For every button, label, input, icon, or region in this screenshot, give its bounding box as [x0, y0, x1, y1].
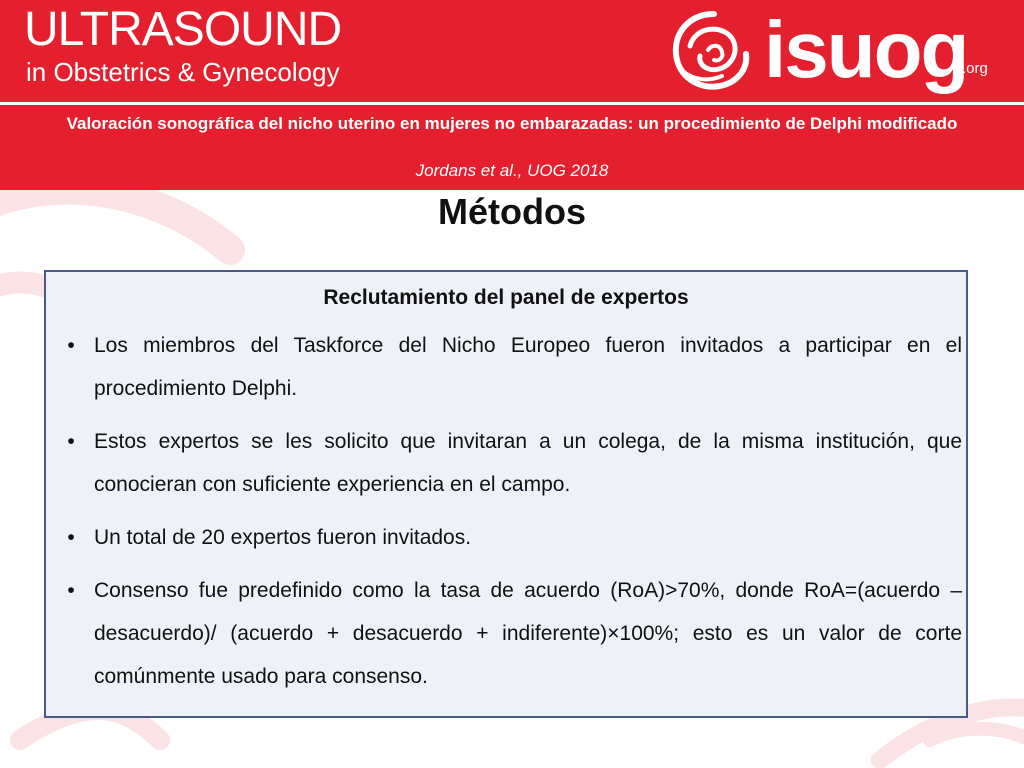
- article-title: Valoración sonográfica del nicho uterino en mujeres no embarazadas: un procedimiento de Delphi modificado: [66, 114, 958, 133]
- citation-band: [0, 105, 1024, 190]
- bullet-text: Un total de 20 expertos fueron invitados.: [94, 526, 472, 549]
- bullet-list: [60, 324, 962, 708]
- isuog-logo-text: isuog: [764, 5, 968, 94]
- article-citation: Jordans et al., UOG 2018: [415, 161, 609, 180]
- panel-heading: Reclutamiento del panel de expertos: [323, 286, 689, 309]
- bullet-item: [60, 420, 962, 506]
- isuog-logo-suffix: .org: [962, 60, 988, 77]
- bullet-text: Estos expertos se les solicito que invitaran a un colega, de la misma institución, que conocieran con suficiente experiencia en el campo.: [94, 430, 962, 496]
- bullet-text: Consenso fue predefinido como la tasa de acuerdo (RoA)>70%, donde RoA=(acuerdo – desacuerdo)/ (acuerdo + desacuerdo + indiferente)×100%; esto es un valor de corte comúnmente usado para consenso.: [94, 579, 962, 688]
- bullet-item: [60, 516, 962, 559]
- bullet-dot-icon: •: [67, 334, 75, 357]
- bullet-text: Los miembros del Taskforce del Nicho Europeo fueron invitados a participar en el procedimiento Delphi.: [94, 334, 962, 400]
- content-panel: [44, 270, 968, 718]
- bullet-dot-icon: •: [67, 526, 75, 549]
- bullet-dot-icon: •: [67, 579, 75, 602]
- isuog-logo: [668, 6, 1008, 98]
- journal-title: ULTRASOUND: [24, 3, 342, 56]
- bullet-dot-icon: •: [67, 430, 75, 453]
- bullet-item: [60, 324, 962, 410]
- journal-subtitle: in Obstetrics & Gynecology: [26, 57, 340, 87]
- isuog-mark-icon: [668, 6, 758, 98]
- bullet-item: [60, 569, 962, 698]
- slide-title: Métodos: [438, 191, 586, 232]
- journal-header: [0, 0, 1024, 102]
